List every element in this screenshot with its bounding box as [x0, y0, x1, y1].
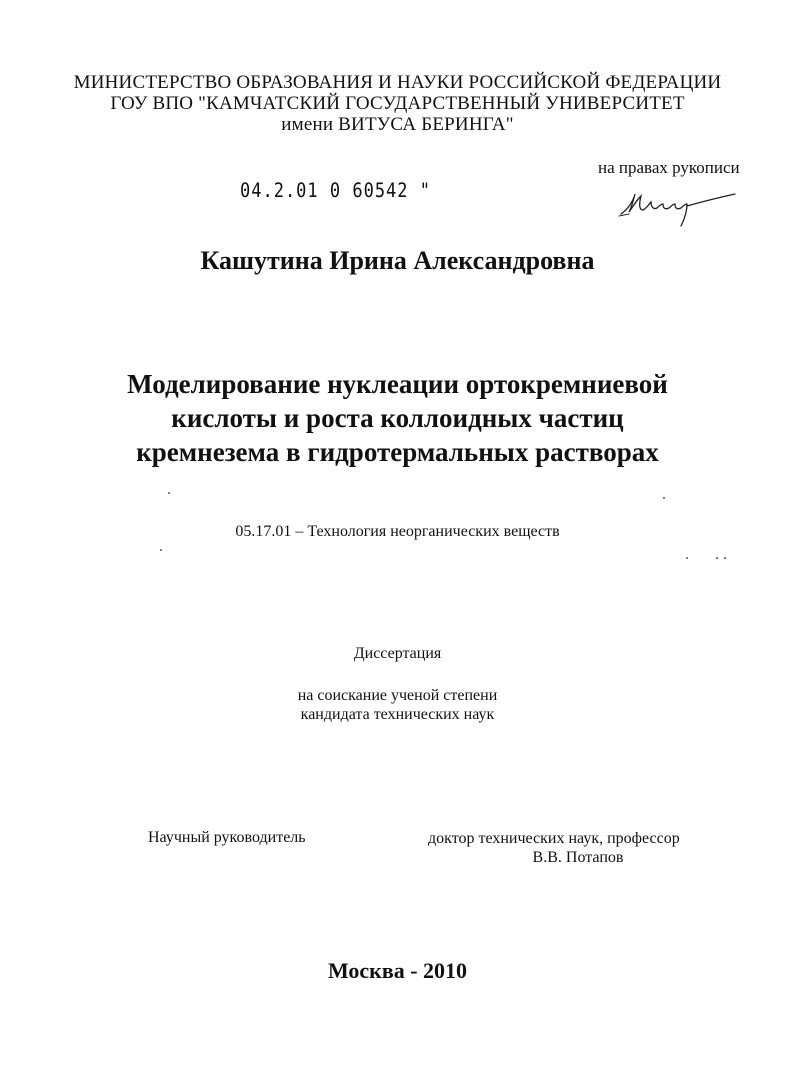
ministry-header	[0, 72, 795, 135]
stamp-number: 04.2.01 0 60542 "	[240, 179, 431, 203]
title-line-2: кислоты и роста коллоидных частиц	[171, 403, 624, 433]
supervisor-info	[428, 829, 728, 867]
author-name: Кашутина Ирина Александровна	[200, 246, 595, 275]
dissertation-title	[0, 367, 795, 469]
scan-speck	[168, 492, 170, 494]
degree-line-1: на соискание ученой степени	[297, 687, 498, 704]
title-line-1: Моделирование нуклеации ортокремниевой	[127, 369, 668, 399]
ministry-line-3: имени ВИТУСА БЕРИНГА"	[281, 114, 514, 135]
scan-speck	[663, 497, 665, 499]
ministry-line-2: ГОУ ВПО "КАМЧАТСКИЙ ГОСУДАРСТВЕННЫЙ УНИВЕРСИТЕТ	[110, 93, 685, 114]
scan-speck	[716, 557, 718, 559]
city-year: Москва - 2010	[327, 958, 468, 983]
supervisor-name: В.В. Потапов	[532, 849, 624, 866]
supervisor-label: Научный руководитель	[148, 829, 306, 846]
title-line-3: кремнезема в гидротермальных растворах	[136, 437, 659, 467]
document-type: Диссертация	[353, 645, 442, 662]
specialty-code: 05.17.01 – Технология неорганических веществ	[235, 523, 560, 540]
supervisor-rank: доктор технических наук, профессор	[428, 830, 680, 847]
rights-note: на правах рукописи	[598, 158, 740, 177]
scan-speck	[160, 549, 162, 551]
ministry-line-1: МИНИСТЕРСТВО ОБРАЗОВАНИЯ И НАУКИ РОССИЙСКОЙ ФЕДЕРАЦИИ	[73, 72, 722, 93]
scan-speck	[686, 557, 688, 559]
degree-info	[0, 686, 795, 724]
scan-speck	[724, 557, 726, 559]
signature-icon	[617, 188, 737, 232]
degree-line-2: кандидата технических наук	[300, 706, 495, 723]
